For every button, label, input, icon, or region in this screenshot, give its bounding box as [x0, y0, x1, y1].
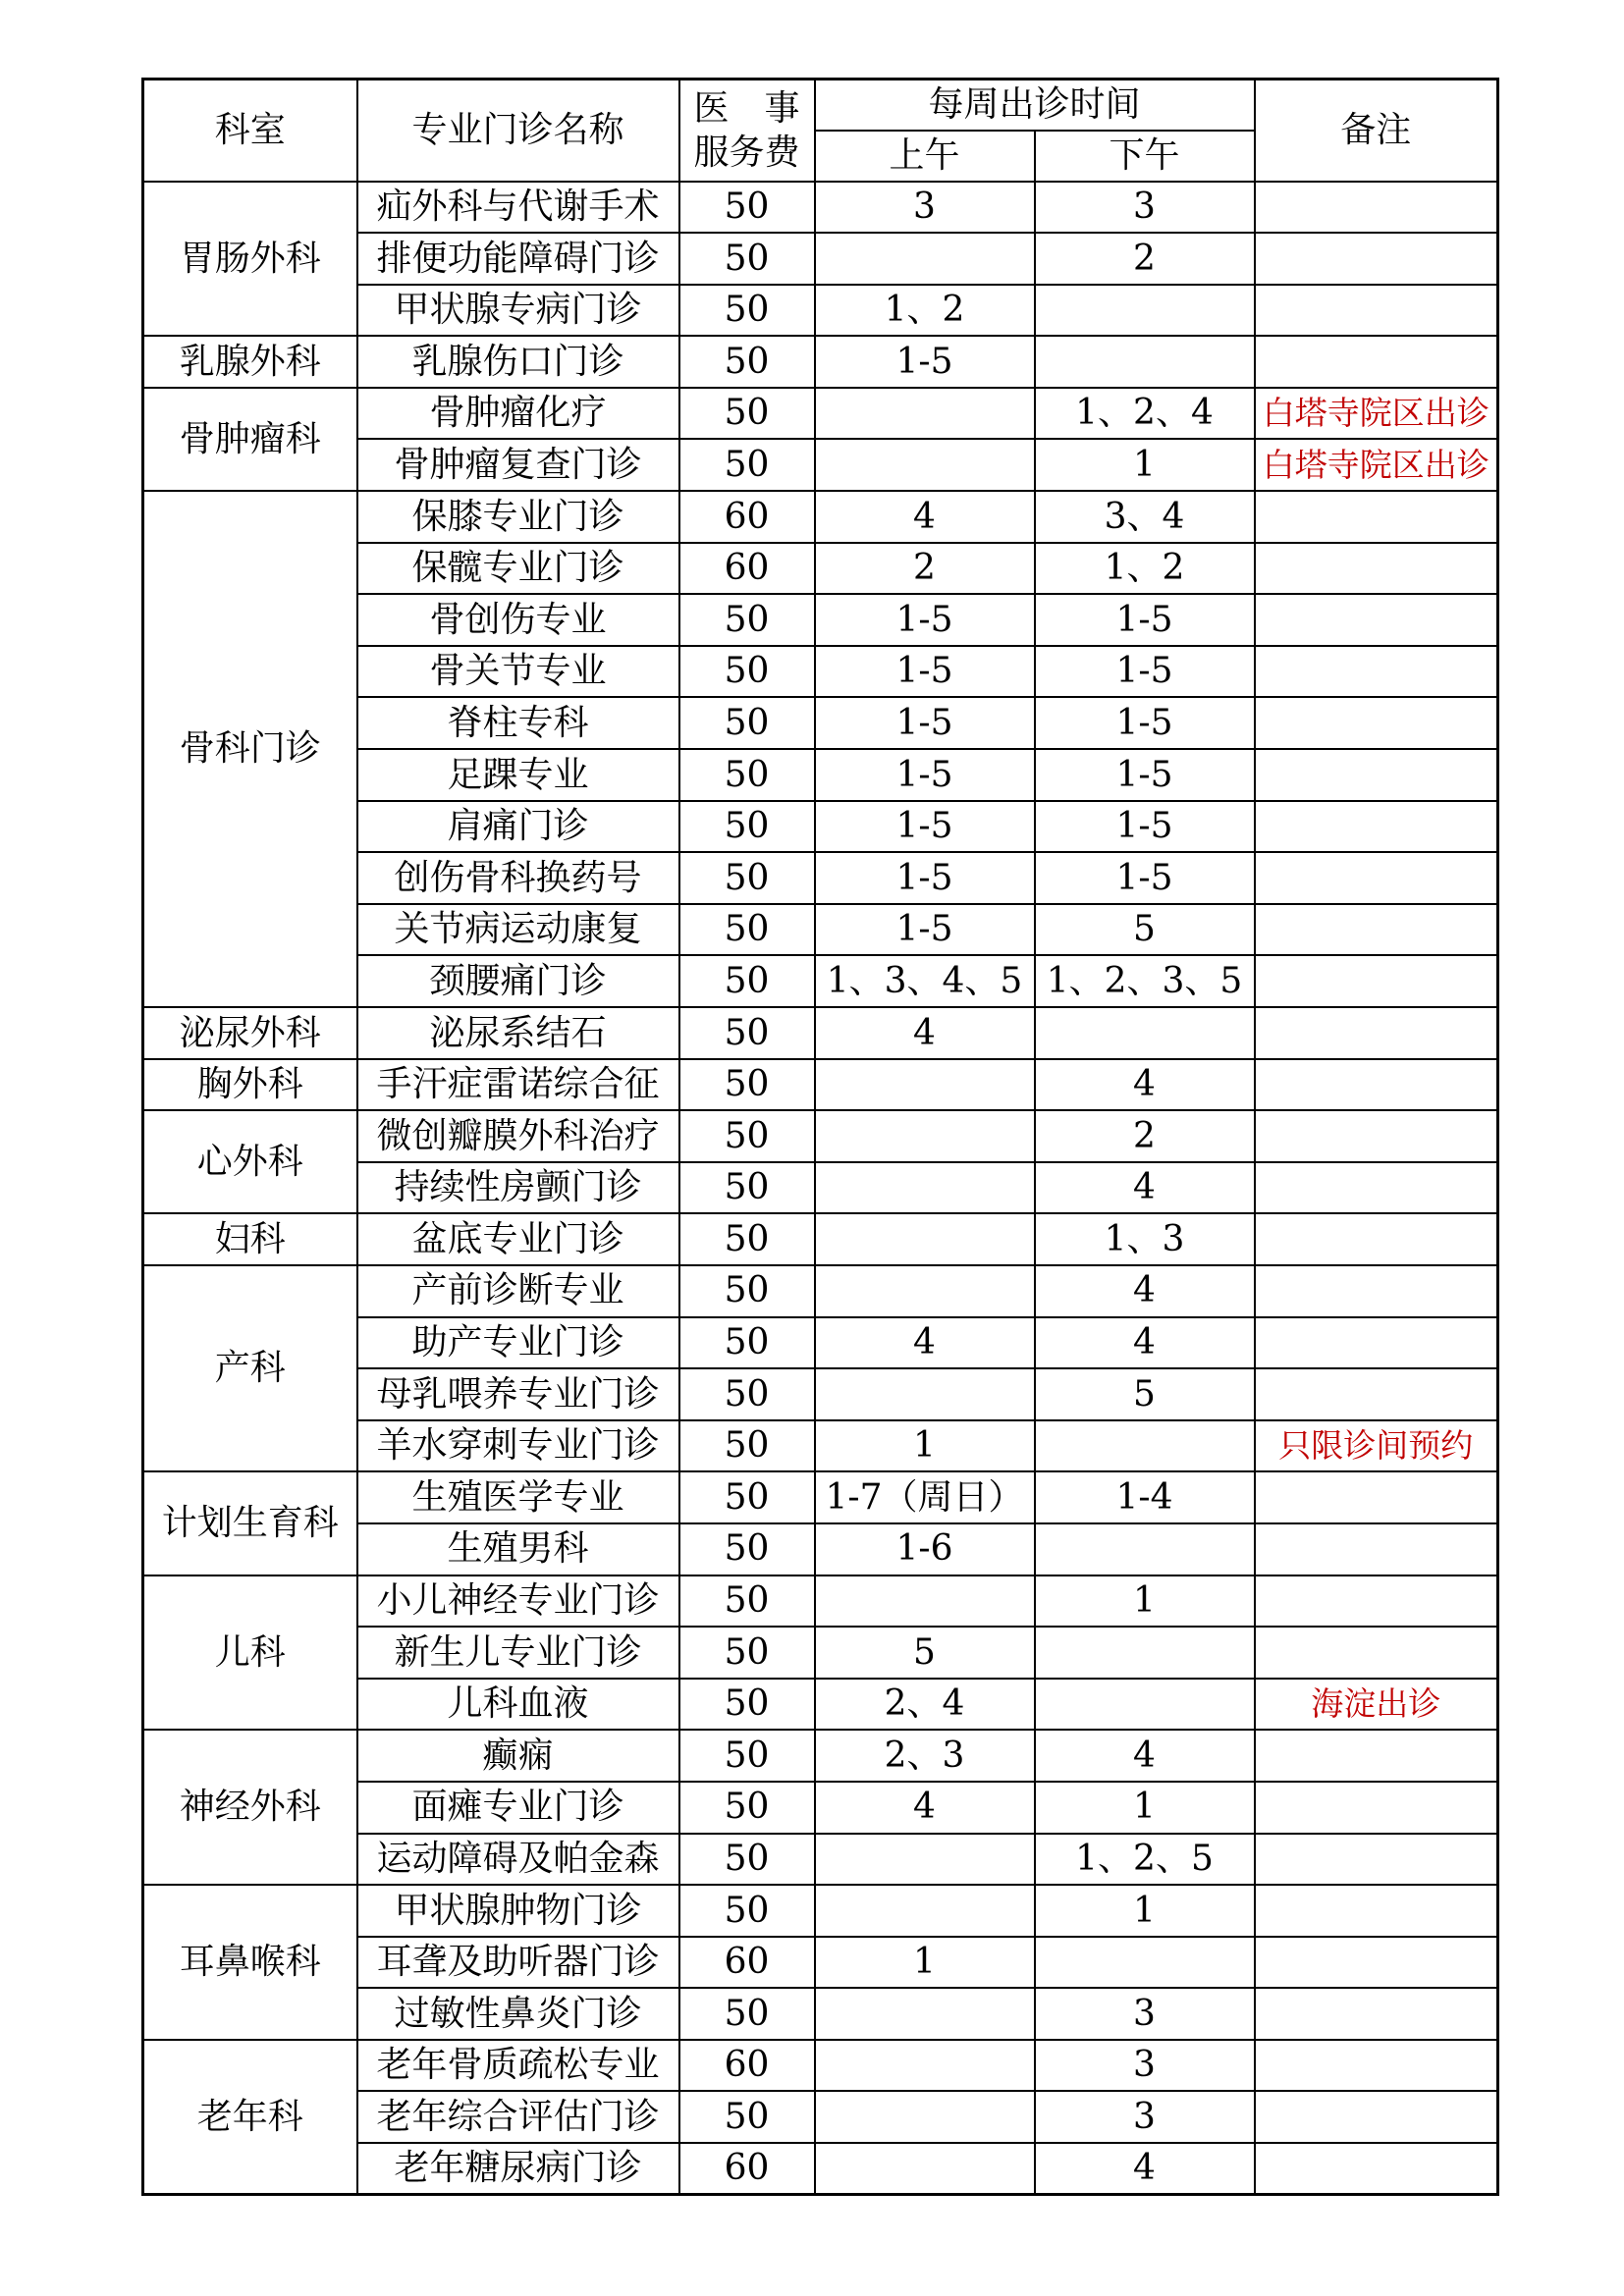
- afternoon-cell: 4: [1035, 2143, 1255, 2195]
- service-fee-cell: 50: [679, 1110, 815, 1162]
- dept-cell: 泌尿外科: [143, 1007, 357, 1059]
- clinic-name-cell: 老年综合评估门诊: [357, 2091, 679, 2143]
- service-fee-cell: 50: [679, 2091, 815, 2143]
- clinic-name-cell: 微创瓣膜外科治疗: [357, 1110, 679, 1162]
- clinic-name-cell: 盆底专业门诊: [357, 1213, 679, 1265]
- note-cell: [1255, 1471, 1498, 1523]
- morning-cell: 1-5: [815, 594, 1035, 646]
- clinic-name-cell: 肩痛门诊: [357, 801, 679, 853]
- afternoon-cell: [1035, 1523, 1255, 1575]
- morning-cell: 4: [815, 1007, 1035, 1059]
- clinic-name-cell: 生殖医学专业: [357, 1471, 679, 1523]
- service-fee-cell: 50: [679, 594, 815, 646]
- table-row: [143, 1575, 1498, 1628]
- dept-cell: 骨肿瘤科: [143, 388, 357, 491]
- afternoon-cell: [1035, 1679, 1255, 1731]
- clinic-name-cell: 新生儿专业门诊: [357, 1627, 679, 1679]
- note-cell: [1255, 1937, 1498, 1989]
- note-cell: [1255, 233, 1498, 285]
- afternoon-cell: 1: [1035, 1575, 1255, 1628]
- clinic-name-cell: 持续性房颤门诊: [357, 1162, 679, 1214]
- morning-cell: 3: [815, 182, 1035, 234]
- clinic-name-cell: 过敏性鼻炎门诊: [357, 1988, 679, 2040]
- dept-cell: 乳腺外科: [143, 336, 357, 388]
- clinic-name-cell: 运动障碍及帕金森: [357, 1834, 679, 1886]
- morning-cell: 1-5: [815, 697, 1035, 749]
- clinic-name-cell: 老年糖尿病门诊: [357, 2143, 679, 2195]
- dept-cell: 胸外科: [143, 1059, 357, 1111]
- service-fee-cell: 60: [679, 2143, 815, 2195]
- dept-cell: 胃肠外科: [143, 182, 357, 337]
- morning-cell: 1-5: [815, 336, 1035, 388]
- table-row: [143, 1213, 1498, 1265]
- note-cell: [1255, 1059, 1498, 1111]
- service-fee-cell: 50: [679, 904, 815, 956]
- note-cell: [1255, 336, 1498, 388]
- note-cell: [1255, 2143, 1498, 2195]
- clinic-name-cell: 脊柱专科: [357, 697, 679, 749]
- note-cell: [1255, 491, 1498, 543]
- morning-cell: [815, 1988, 1035, 2040]
- morning-cell: [815, 1213, 1035, 1265]
- note-cell: [1255, 1988, 1498, 2040]
- note-cell: [1255, 697, 1498, 749]
- header-fee-line2: 服务费: [693, 132, 800, 173]
- morning-cell: 4: [815, 491, 1035, 543]
- afternoon-cell: 1: [1035, 1885, 1255, 1937]
- clinic-name-cell: 羊水穿刺专业门诊: [357, 1420, 679, 1472]
- note-cell: [1255, 1110, 1498, 1162]
- clinic-name-cell: 老年骨质疏松专业: [357, 2040, 679, 2092]
- clinic-name-cell: 生殖男科: [357, 1523, 679, 1575]
- morning-cell: 1-5: [815, 852, 1035, 904]
- afternoon-cell: [1035, 336, 1255, 388]
- service-fee-cell: 50: [679, 233, 815, 285]
- service-fee-cell: 50: [679, 1007, 815, 1059]
- clinic-name-cell: 关节病运动康复: [357, 904, 679, 956]
- clinic-name-cell: 疝外科与代谢手术: [357, 182, 679, 234]
- service-fee-cell: 50: [679, 1575, 815, 1628]
- afternoon-cell: 2: [1035, 1110, 1255, 1162]
- afternoon-cell: [1035, 1627, 1255, 1679]
- clinic-name-cell: 甲状腺专病门诊: [357, 285, 679, 337]
- dept-cell: 神经外科: [143, 1730, 357, 1885]
- morning-cell: 5: [815, 1627, 1035, 1679]
- header-fee-line1: 医 事: [693, 87, 800, 129]
- service-fee-cell: 50: [679, 1627, 815, 1679]
- clinic-name-cell: 癫痫: [357, 1730, 679, 1782]
- service-fee-cell: 50: [679, 1834, 815, 1886]
- service-fee-cell: 50: [679, 388, 815, 440]
- afternoon-cell: 1、2、3、5: [1035, 955, 1255, 1007]
- note-cell: [1255, 285, 1498, 337]
- clinic-name-cell: 儿科血液: [357, 1679, 679, 1731]
- service-fee-cell: 50: [679, 852, 815, 904]
- table-row: [143, 336, 1498, 388]
- clinic-name-cell: 小儿神经专业门诊: [357, 1575, 679, 1628]
- note-cell: 只限诊间预约: [1255, 1420, 1498, 1472]
- morning-cell: [815, 1885, 1035, 1937]
- dept-cell: 计划生育科: [143, 1471, 357, 1575]
- table-row: [143, 1007, 1498, 1059]
- service-fee-cell: 50: [679, 1162, 815, 1214]
- clinic-name-cell: 创伤骨科换药号: [357, 852, 679, 904]
- morning-cell: [815, 1575, 1035, 1628]
- note-cell: [1255, 749, 1498, 801]
- morning-cell: 2: [815, 543, 1035, 595]
- morning-cell: [815, 439, 1035, 491]
- note-cell: [1255, 1834, 1498, 1886]
- morning-cell: 1-5: [815, 801, 1035, 853]
- morning-cell: [815, 388, 1035, 440]
- clinic-name-cell: 母乳喂养专业门诊: [357, 1368, 679, 1420]
- table-row: [143, 491, 1498, 543]
- afternoon-cell: 1: [1035, 1782, 1255, 1834]
- service-fee-cell: 50: [679, 285, 815, 337]
- morning-cell: 1: [815, 1937, 1035, 1989]
- morning-cell: 1-5: [815, 646, 1035, 698]
- afternoon-cell: 3: [1035, 2091, 1255, 2143]
- service-fee-cell: 50: [679, 439, 815, 491]
- table-row: [143, 182, 1498, 234]
- clinic-name-cell: 手汗症雷诺综合征: [357, 1059, 679, 1111]
- note-cell: [1255, 1575, 1498, 1628]
- afternoon-cell: 1、2、4: [1035, 388, 1255, 440]
- service-fee-cell: 50: [679, 749, 815, 801]
- afternoon-cell: 4: [1035, 1162, 1255, 1214]
- afternoon-cell: 1: [1035, 439, 1255, 491]
- morning-cell: [815, 1110, 1035, 1162]
- clinic-name-cell: 乳腺伤口门诊: [357, 336, 679, 388]
- morning-cell: 4: [815, 1317, 1035, 1369]
- service-fee-cell: 50: [679, 1471, 815, 1523]
- clinic-name-cell: 保膝专业门诊: [357, 491, 679, 543]
- clinic-name-cell: 泌尿系结石: [357, 1007, 679, 1059]
- dept-cell: 老年科: [143, 2040, 357, 2195]
- afternoon-cell: 5: [1035, 1368, 1255, 1420]
- note-cell: [1255, 1213, 1498, 1265]
- clinic-name-cell: 足踝专业: [357, 749, 679, 801]
- morning-cell: 1、2: [815, 285, 1035, 337]
- header-clinic-name: 专业门诊名称: [357, 80, 679, 182]
- morning-cell: 1-5: [815, 749, 1035, 801]
- service-fee-cell: 50: [679, 1213, 815, 1265]
- afternoon-cell: [1035, 1007, 1255, 1059]
- morning-cell: [815, 2143, 1035, 2195]
- service-fee-cell: 50: [679, 1782, 815, 1834]
- header-weekly-schedule: 每周出诊时间: [815, 80, 1255, 131]
- note-cell: [1255, 852, 1498, 904]
- table-header: [143, 80, 1498, 182]
- afternoon-cell: [1035, 1937, 1255, 1989]
- afternoon-cell: 1-5: [1035, 852, 1255, 904]
- note-cell: [1255, 1730, 1498, 1782]
- morning-cell: [815, 1265, 1035, 1317]
- afternoon-cell: 1-4: [1035, 1471, 1255, 1523]
- service-fee-cell: 50: [679, 182, 815, 234]
- table-row: [143, 1059, 1498, 1111]
- afternoon-cell: 1-5: [1035, 697, 1255, 749]
- clinic-name-cell: 骨创伤专业: [357, 594, 679, 646]
- morning-cell: [815, 2091, 1035, 2143]
- service-fee-cell: 50: [679, 955, 815, 1007]
- afternoon-cell: 3: [1035, 182, 1255, 234]
- note-cell: [1255, 2040, 1498, 2092]
- morning-cell: 1、3、4、5: [815, 955, 1035, 1007]
- table-row: [143, 1471, 1498, 1523]
- table-body: [143, 182, 1498, 2195]
- afternoon-cell: 2: [1035, 233, 1255, 285]
- clinic-name-cell: 甲状腺肿物门诊: [357, 1885, 679, 1937]
- afternoon-cell: 3、4: [1035, 491, 1255, 543]
- clinic-name-cell: 耳聋及助听器门诊: [357, 1937, 679, 1989]
- afternoon-cell: [1035, 1420, 1255, 1472]
- service-fee-cell: 60: [679, 543, 815, 595]
- afternoon-cell: 4: [1035, 1059, 1255, 1111]
- afternoon-cell: 5: [1035, 904, 1255, 956]
- note-cell: 白塔寺院区出诊: [1255, 439, 1498, 491]
- clinic-name-cell: 骨关节专业: [357, 646, 679, 698]
- afternoon-cell: [1035, 285, 1255, 337]
- table-row: [143, 1885, 1498, 1937]
- dept-cell: 妇科: [143, 1213, 357, 1265]
- note-cell: [1255, 1162, 1498, 1214]
- service-fee-cell: 60: [679, 491, 815, 543]
- morning-cell: 1: [815, 1420, 1035, 1472]
- table-row: [143, 1110, 1498, 1162]
- note-cell: [1255, 1782, 1498, 1834]
- service-fee-cell: 50: [679, 1988, 815, 2040]
- service-fee-cell: 50: [679, 801, 815, 853]
- clinic-name-cell: 骨肿瘤复查门诊: [357, 439, 679, 491]
- note-cell: [1255, 1317, 1498, 1369]
- afternoon-cell: 4: [1035, 1265, 1255, 1317]
- morning-cell: 4: [815, 1782, 1035, 1834]
- note-cell: [1255, 1368, 1498, 1420]
- morning-cell: 1-6: [815, 1523, 1035, 1575]
- service-fee-cell: 50: [679, 1368, 815, 1420]
- afternoon-cell: 1-5: [1035, 749, 1255, 801]
- morning-cell: [815, 1368, 1035, 1420]
- service-fee-cell: 50: [679, 1679, 815, 1731]
- note-cell: [1255, 904, 1498, 956]
- note-cell: [1255, 1885, 1498, 1937]
- note-cell: [1255, 594, 1498, 646]
- service-fee-cell: 50: [679, 1420, 815, 1472]
- header-note: 备注: [1255, 80, 1498, 182]
- dept-cell: 儿科: [143, 1575, 357, 1731]
- header-dept: 科室: [143, 80, 357, 182]
- header-morning: 上午: [815, 131, 1035, 182]
- note-cell: [1255, 646, 1498, 698]
- clinic-name-cell: 保髋专业门诊: [357, 543, 679, 595]
- note-cell: 海淀出诊: [1255, 1679, 1498, 1731]
- morning-cell: [815, 1834, 1035, 1886]
- note-cell: [1255, 2091, 1498, 2143]
- header-afternoon: 下午: [1035, 131, 1255, 182]
- service-fee-cell: 50: [679, 1523, 815, 1575]
- service-fee-cell: 50: [679, 336, 815, 388]
- note-cell: [1255, 1523, 1498, 1575]
- clinic-name-cell: 颈腰痛门诊: [357, 955, 679, 1007]
- clinic-name-cell: 助产专业门诊: [357, 1317, 679, 1369]
- afternoon-cell: 1-5: [1035, 646, 1255, 698]
- afternoon-cell: 3: [1035, 1988, 1255, 2040]
- dept-cell: 产科: [143, 1265, 357, 1471]
- morning-cell: [815, 233, 1035, 285]
- note-cell: [1255, 1627, 1498, 1679]
- service-fee-cell: 50: [679, 1265, 815, 1317]
- morning-cell: [815, 1162, 1035, 1214]
- service-fee-cell: 60: [679, 1937, 815, 1989]
- note-cell: [1255, 543, 1498, 595]
- afternoon-cell: 4: [1035, 1317, 1255, 1369]
- note-cell: [1255, 1265, 1498, 1317]
- afternoon-cell: 1、2: [1035, 543, 1255, 595]
- clinic-schedule-table: [141, 78, 1499, 2196]
- clinic-name-cell: 骨肿瘤化疗: [357, 388, 679, 440]
- afternoon-cell: 1、3: [1035, 1213, 1255, 1265]
- morning-cell: 1-7（周日）: [815, 1471, 1035, 1523]
- table-row: [143, 1265, 1498, 1317]
- afternoon-cell: 4: [1035, 1730, 1255, 1782]
- clinic-name-cell: 排便功能障碍门诊: [357, 233, 679, 285]
- note-cell: [1255, 182, 1498, 234]
- header-service-fee: [679, 80, 815, 182]
- note-cell: 白塔寺院区出诊: [1255, 388, 1498, 440]
- service-fee-cell: 50: [679, 1885, 815, 1937]
- service-fee-cell: 50: [679, 646, 815, 698]
- afternoon-cell: 3: [1035, 2040, 1255, 2092]
- note-cell: [1255, 955, 1498, 1007]
- morning-cell: 2、4: [815, 1679, 1035, 1731]
- service-fee-cell: 50: [679, 697, 815, 749]
- service-fee-cell: 50: [679, 1317, 815, 1369]
- note-cell: [1255, 1007, 1498, 1059]
- dept-cell: 心外科: [143, 1110, 357, 1213]
- afternoon-cell: 1、2、5: [1035, 1834, 1255, 1886]
- clinic-name-cell: 产前诊断专业: [357, 1265, 679, 1317]
- afternoon-cell: 1-5: [1035, 801, 1255, 853]
- clinic-name-cell: 面瘫专业门诊: [357, 1782, 679, 1834]
- note-cell: [1255, 801, 1498, 853]
- morning-cell: [815, 1059, 1035, 1111]
- table-row: [143, 388, 1498, 440]
- afternoon-cell: 1-5: [1035, 594, 1255, 646]
- service-fee-cell: 60: [679, 2040, 815, 2092]
- service-fee-cell: 50: [679, 1059, 815, 1111]
- dept-cell: 耳鼻喉科: [143, 1885, 357, 2040]
- morning-cell: [815, 2040, 1035, 2092]
- morning-cell: 2、3: [815, 1730, 1035, 1782]
- table-row: [143, 1730, 1498, 1782]
- dept-cell: 骨科门诊: [143, 491, 357, 1007]
- service-fee-cell: 50: [679, 1730, 815, 1782]
- morning-cell: 1-5: [815, 904, 1035, 956]
- table-row: [143, 2040, 1498, 2092]
